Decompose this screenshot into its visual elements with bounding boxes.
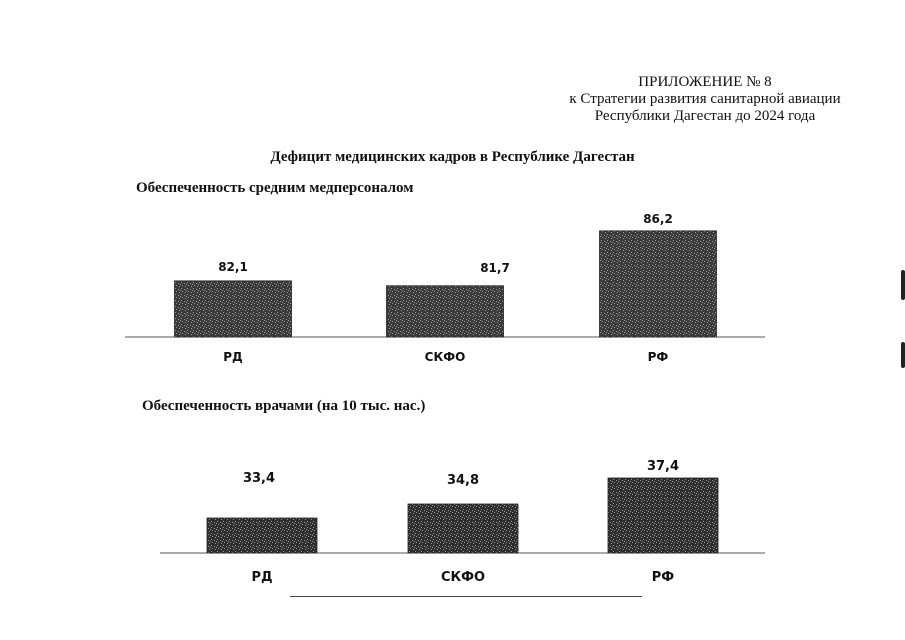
bar-1 (207, 518, 317, 553)
value-label: 34,8 (446, 473, 480, 488)
category-label: РФ (651, 570, 675, 585)
appendix-reference: к Стратегии развития санитарной авиации (569, 91, 841, 107)
scan-edge-mark (901, 342, 905, 368)
appendix-region: Республики Дагестан до 2024 года (594, 108, 816, 124)
chart-title-nurses: Обеспеченность средним медперсоналом (136, 180, 414, 196)
appendix-header (540, 74, 870, 125)
bar-3 (600, 231, 717, 337)
category-label: РД (251, 570, 273, 585)
bar-2 (387, 286, 504, 337)
footer-divider (290, 596, 642, 597)
value-label: 37,4 (646, 459, 680, 474)
value-label: 33,4 (242, 471, 276, 486)
bar-1 (175, 281, 292, 337)
nurses-bar-chart (0, 211, 905, 375)
value-label: 86,2 (643, 211, 673, 226)
bar-2 (408, 504, 518, 553)
bar-3 (608, 478, 718, 553)
value-label: 82,1 (218, 259, 248, 274)
appendix-number: ПРИЛОЖЕНИЕ № 8 (638, 74, 772, 90)
doctors-bar-chart (0, 460, 905, 590)
category-label: СКФО (440, 570, 486, 585)
page-title: Дефицит медицинских кадров в Республике Дагестан (270, 149, 635, 165)
value-label: 81,7 (480, 260, 510, 275)
chart-title-doctors: Обеспеченность врачами (на 10 тыс. нас.) (142, 398, 426, 414)
scan-edge-mark (901, 270, 905, 300)
category-label: РФ (647, 350, 669, 364)
category-label: РД (223, 350, 243, 364)
category-label: СКФО (424, 350, 466, 364)
